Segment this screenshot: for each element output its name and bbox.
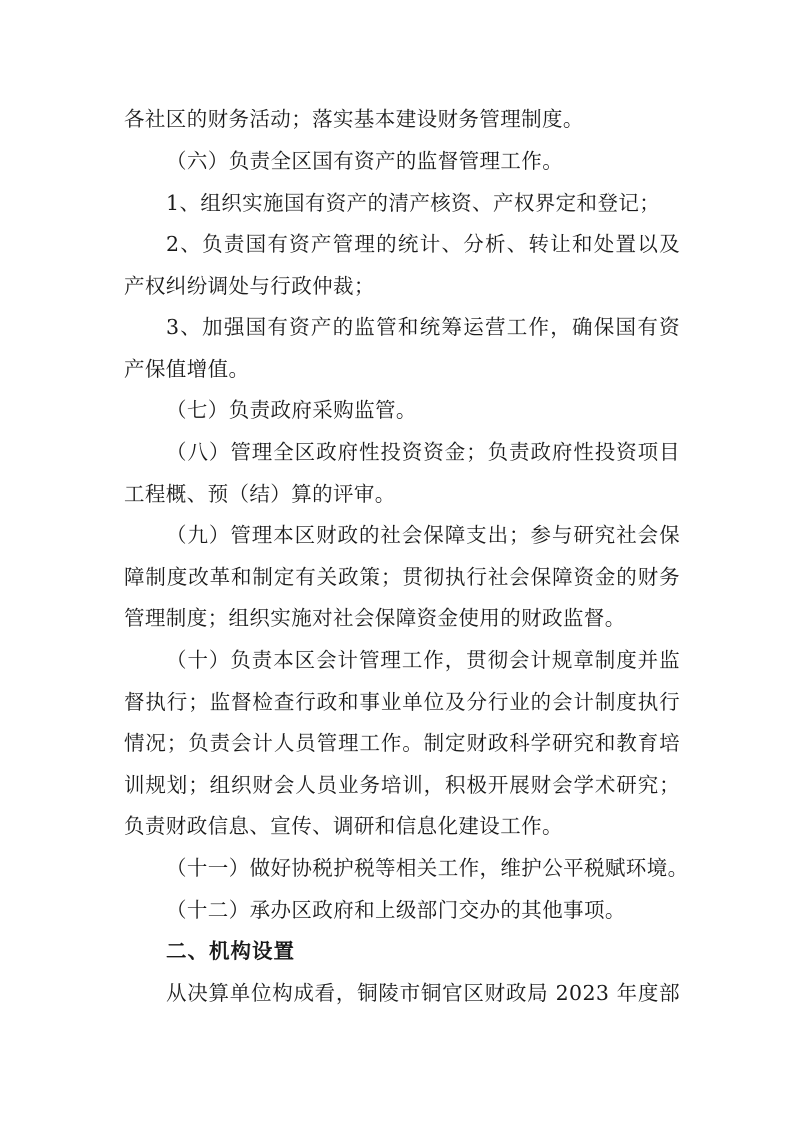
list-item-3: 3、加强国有资产的监管和统筹运营工作，确保国有资 [166,315,680,339]
list-item-2: 2、负责国有资产管理的统计、分析、转让和处置以及 [166,232,680,256]
section-heading: 二、机构设置 [166,939,295,963]
body-text-line: 工程概、预（结）算的评审。 [124,482,396,506]
body-text-line: 产权纠纷调处与行政仲裁； [124,274,375,298]
section-item-7: （七）负责政府采购监管。 [166,398,417,422]
section-item-12: （十二）承办区政府和上级部门交办的其他事项。 [166,898,626,922]
body-text-line: 督执行；监督检查行政和事业单位及分行业的会计制度执行 [124,690,680,714]
section-item-10: （十）负责本区会计管理工作，贯彻会计规章制度并监 [166,648,680,672]
body-text-line: 负责财政信息、宣传、调研和信息化建设工作。 [124,814,563,838]
list-item-1: 1、组织实施国有资产的清产核资、产权界定和登记； [166,191,661,215]
body-text-line: 从决算单位构成看，铜陵市铜官区财政局 2023 年度部 [166,981,680,1005]
body-text-line: 情况；负责会计人员管理工作。制定财政科学研究和教育培 [124,731,680,755]
section-item-11: （十一）做好协税护税等相关工作，维护公平税赋环境。 [166,856,689,880]
section-item-6: （六）负责全区国有资产的监督管理工作。 [166,149,564,173]
body-text-line: 管理制度；组织实施对社会保障资金使用的财政监督。 [124,606,626,630]
body-text-line: 障制度改革和制定有关政策；贯彻执行社会保障资金的财务 [124,565,680,589]
section-item-8: （八）管理全区政府性投资资金；负责政府性投资项目 [166,440,680,464]
body-text-line: 训规划；组织财会人员业务培训，积极开展财会学术研究； [124,773,680,797]
body-text-line: 产保值增值。 [124,357,250,381]
body-text-line: 各社区的财务活动；落实基本建设财务管理制度。 [124,107,584,131]
section-item-9: （九）管理本区财政的社会保障支出；参与研究社会保 [166,523,680,547]
